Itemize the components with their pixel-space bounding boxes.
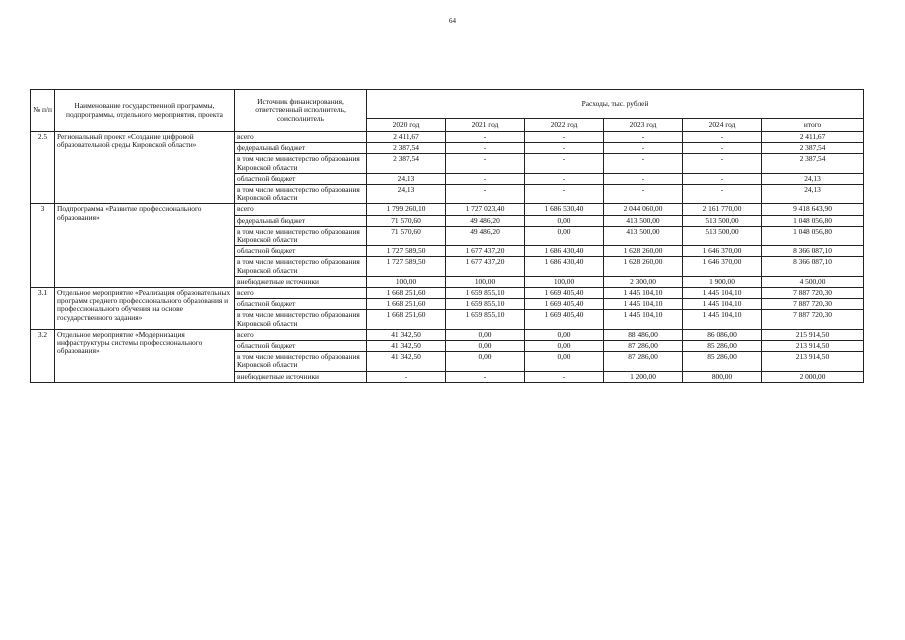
value-year: 0,00 <box>446 341 525 352</box>
value-year: - <box>525 185 604 204</box>
table-body <box>31 132 864 383</box>
value-year: 0,00 <box>525 329 604 340</box>
program-name: Отдельное мероприятие «Модернизация инфраструктуры системы профессионального образования» <box>55 329 235 382</box>
value-year: 1 659 855,10 <box>446 299 525 310</box>
value-year: 1 668 251,60 <box>367 310 446 329</box>
value-year: - <box>683 154 762 173</box>
value-year: - <box>525 173 604 184</box>
value-year: 1 200,00 <box>604 371 683 382</box>
table-row <box>31 132 864 143</box>
header-number: № п/п <box>31 90 55 132</box>
value-year: 1 445 104,10 <box>683 288 762 299</box>
value-year: 1 686 430,40 <box>525 246 604 257</box>
value-year: 1 799 260,10 <box>367 204 446 215</box>
value-year: 100,00 <box>525 276 604 287</box>
value-year: - <box>604 154 683 173</box>
funding-source: всего <box>235 204 367 215</box>
value-year: 85 286,00 <box>683 352 762 371</box>
value-total: 215 914,50 <box>762 329 864 340</box>
value-year: 1 646 370,00 <box>683 257 762 276</box>
value-year: 0,00 <box>525 215 604 226</box>
header-year-2021: 2021 год <box>446 119 525 132</box>
header-year-2024: 2024 год <box>683 119 762 132</box>
value-year: - <box>525 143 604 154</box>
value-year: - <box>446 185 525 204</box>
program-name: Отдельное мероприятие «Реализация образовательных программ среднего профессионального образования и профессионального обучения на основе государственного задания» <box>55 288 235 330</box>
value-year: 513 500,00 <box>683 215 762 226</box>
table-row <box>31 329 864 340</box>
value-year: - <box>446 132 525 143</box>
value-year: 1 445 104,10 <box>604 310 683 329</box>
value-year: 24,13 <box>367 185 446 204</box>
value-year: - <box>683 185 762 204</box>
table-row <box>31 204 864 215</box>
funding-source: всего <box>235 288 367 299</box>
value-year: 1 669 405,40 <box>525 310 604 329</box>
value-year: 86 086,00 <box>683 329 762 340</box>
value-year: 1 445 104,10 <box>683 299 762 310</box>
financing-table <box>30 89 864 383</box>
value-year: 71 570,60 <box>367 215 446 226</box>
value-year: 1 669 405,40 <box>525 299 604 310</box>
row-number: 3.1 <box>31 288 55 330</box>
value-year: 2 161 770,00 <box>683 204 762 215</box>
value-year: - <box>525 132 604 143</box>
value-total: 7 887 720,30 <box>762 299 864 310</box>
funding-source: всего <box>235 329 367 340</box>
value-year: 513 500,00 <box>683 226 762 245</box>
funding-source: в том числе министерство образования Кировской области <box>235 154 367 173</box>
value-total: 2 387,54 <box>762 143 864 154</box>
funding-source: в том числе министерство образования Кировской области <box>235 352 367 371</box>
value-year: 100,00 <box>446 276 525 287</box>
value-year: 1 669 405,40 <box>525 288 604 299</box>
table-header <box>31 90 864 132</box>
value-year: - <box>604 143 683 154</box>
value-year: 0,00 <box>446 329 525 340</box>
value-total: 7 887 720,30 <box>762 310 864 329</box>
value-year: 1 628 260,00 <box>604 257 683 276</box>
value-year: - <box>683 173 762 184</box>
header-name: Наименование государственной программы, подпрограммы, отдельного мероприятия, проекта <box>55 90 235 132</box>
value-year: 1 686 430,40 <box>525 257 604 276</box>
value-year: 49 486,20 <box>446 215 525 226</box>
funding-source: областной бюджет <box>235 173 367 184</box>
program-name: Региональный проект «Создание цифровой образовательной среды Кировской области» <box>55 132 235 204</box>
value-total: 1 048 056,80 <box>762 215 864 226</box>
funding-source: областной бюджет <box>235 341 367 352</box>
value-total: 1 048 056,80 <box>762 226 864 245</box>
table-row <box>31 288 864 299</box>
funding-source: в том числе министерство образования Кировской области <box>235 185 367 204</box>
value-year: 1 445 104,10 <box>604 299 683 310</box>
funding-source: в том числе министерство образования Кировской области <box>235 226 367 245</box>
header-year-2022: 2022 год <box>525 119 604 132</box>
value-total: 4 500,00 <box>762 276 864 287</box>
value-year: 1 659 855,10 <box>446 288 525 299</box>
value-year: - <box>683 132 762 143</box>
value-year: 0,00 <box>446 352 525 371</box>
value-year: 1 686 530,40 <box>525 204 604 215</box>
page-number: 64 <box>449 17 456 25</box>
funding-source: внебюджетные источники <box>235 276 367 287</box>
value-total: 9 418 643,90 <box>762 204 864 215</box>
funding-source: федеральный бюджет <box>235 143 367 154</box>
value-year: 100,00 <box>367 276 446 287</box>
value-year: - <box>604 185 683 204</box>
value-year: - <box>367 371 446 382</box>
header-year-2023: 2023 год <box>604 119 683 132</box>
funding-source: внебюджетные источники <box>235 371 367 382</box>
value-year: 71 570,60 <box>367 226 446 245</box>
value-year: - <box>525 371 604 382</box>
funding-source: федеральный бюджет <box>235 215 367 226</box>
value-year: 1 668 251,60 <box>367 288 446 299</box>
value-total: 213 914,50 <box>762 341 864 352</box>
value-year: 800,00 <box>683 371 762 382</box>
value-year: 1 900,00 <box>683 276 762 287</box>
value-year: 1 727 023,40 <box>446 204 525 215</box>
value-year: 1 677 437,20 <box>446 246 525 257</box>
value-year: 413 500,00 <box>604 226 683 245</box>
value-year: - <box>446 173 525 184</box>
value-year: 1 445 104,10 <box>604 288 683 299</box>
value-total: 2 387,54 <box>762 154 864 173</box>
value-year: - <box>446 371 525 382</box>
value-year: 88 486,00 <box>604 329 683 340</box>
value-year: - <box>604 132 683 143</box>
funding-source: всего <box>235 132 367 143</box>
value-year: 24,13 <box>367 173 446 184</box>
value-year: 0,00 <box>525 352 604 371</box>
funding-source: в том числе министерство образования Кировской области <box>235 310 367 329</box>
value-year: 41 342,50 <box>367 341 446 352</box>
value-year: 87 286,00 <box>604 352 683 371</box>
value-year: 49 486,20 <box>446 226 525 245</box>
row-number: 2.5 <box>31 132 55 204</box>
program-name: Подпрограмма «Развитие профессионального образования» <box>55 204 235 288</box>
value-year: 1 668 251,60 <box>367 299 446 310</box>
value-year: 2 411,67 <box>367 132 446 143</box>
value-total: 2 000,00 <box>762 371 864 382</box>
value-total: 24,13 <box>762 173 864 184</box>
value-year: 85 286,00 <box>683 341 762 352</box>
funding-source: областной бюджет <box>235 246 367 257</box>
value-year: 41 342,50 <box>367 352 446 371</box>
value-total: 24,13 <box>762 185 864 204</box>
value-year: 1 677 437,20 <box>446 257 525 276</box>
value-year: - <box>604 173 683 184</box>
value-total: 213 914,50 <box>762 352 864 371</box>
value-year: 2 387,54 <box>367 154 446 173</box>
value-year: 2 044 060,00 <box>604 204 683 215</box>
value-year: 1 628 260,00 <box>604 246 683 257</box>
value-year: - <box>683 143 762 154</box>
value-year: 413 500,00 <box>604 215 683 226</box>
value-year: 1 445 104,10 <box>683 310 762 329</box>
value-year: 1 646 370,00 <box>683 246 762 257</box>
value-total: 2 411,67 <box>762 132 864 143</box>
header-total: итого <box>762 119 864 132</box>
row-number: 3.2 <box>31 329 55 382</box>
value-year: 0,00 <box>525 341 604 352</box>
value-year: 1 659 855,10 <box>446 310 525 329</box>
value-year: 1 727 589,50 <box>367 257 446 276</box>
value-total: 8 366 087,10 <box>762 257 864 276</box>
value-year: 2 387,54 <box>367 143 446 154</box>
value-year: 2 300,00 <box>604 276 683 287</box>
value-year: - <box>446 154 525 173</box>
value-year: - <box>525 154 604 173</box>
funding-source: в том числе министерство образования Кировской области <box>235 257 367 276</box>
header-expenses: Расходы, тыс. рублей <box>367 90 864 119</box>
header-source: Источник финансирования, ответственный исполнитель, соисполнитель <box>235 90 367 132</box>
funding-source: областной бюджет <box>235 299 367 310</box>
row-number: 3 <box>31 204 55 288</box>
value-year: 1 727 589,50 <box>367 246 446 257</box>
value-year: 87 286,00 <box>604 341 683 352</box>
value-year: 0,00 <box>525 226 604 245</box>
value-total: 8 366 087,10 <box>762 246 864 257</box>
value-year: 41 342,50 <box>367 329 446 340</box>
value-total: 7 887 720,30 <box>762 288 864 299</box>
value-year: - <box>446 143 525 154</box>
header-year-2020: 2020 год <box>367 119 446 132</box>
